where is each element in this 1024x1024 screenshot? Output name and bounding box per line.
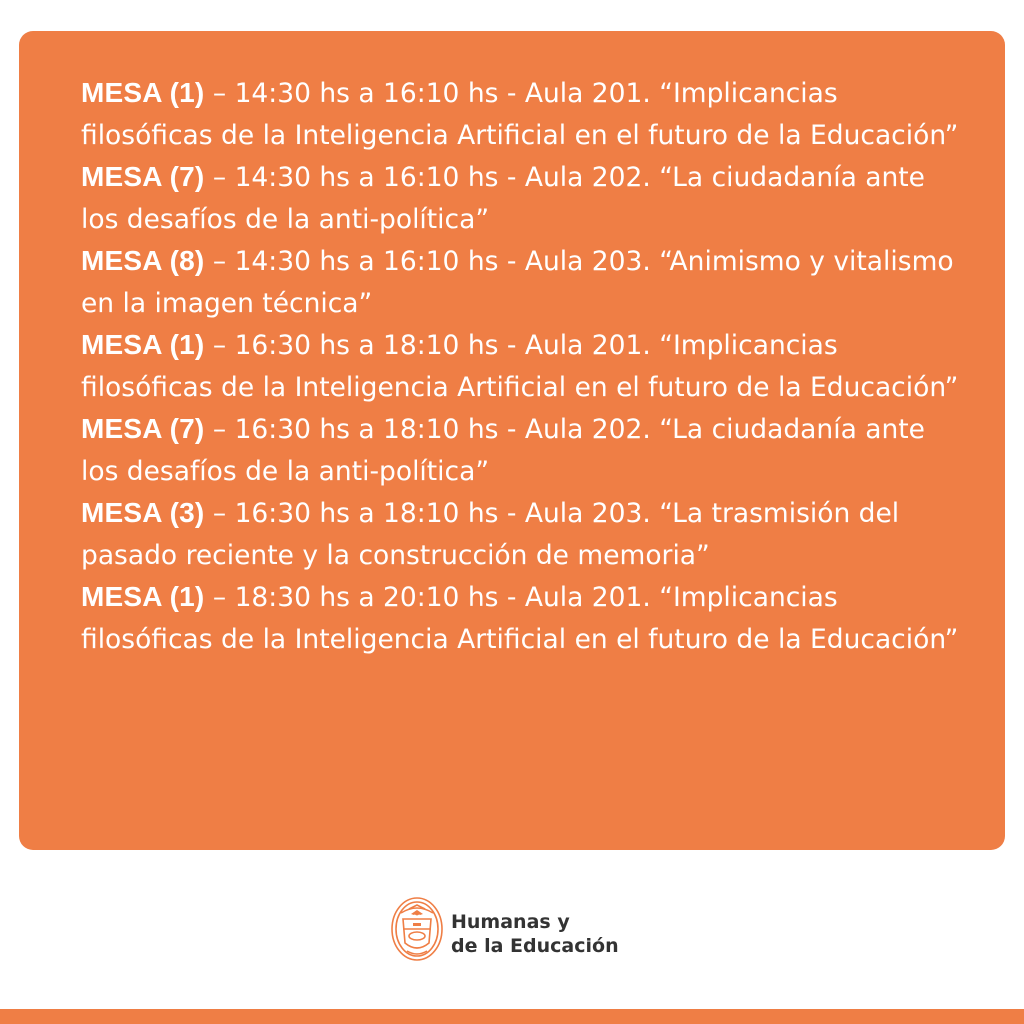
university-seal-icon bbox=[389, 895, 445, 963]
mesa-details: – 18:30 hs a 20:10 hs - Aula 201. “Implicancias filosóficas de la Inteligencia Artificial en el futuro de la Educación” bbox=[81, 582, 959, 655]
mesa-details: – 16:30 hs a 18:10 hs - Aula 201. “Implicancias filosóficas de la Inteligencia Artificial en el futuro de la Educación” bbox=[81, 330, 959, 403]
mesa-details: – 14:30 hs a 16:10 hs - Aula 203. “Animismo y vitalismo en la imagen técnica” bbox=[81, 246, 954, 319]
mesa-label: MESA (7) bbox=[81, 161, 205, 192]
mesa-label: MESA (1) bbox=[81, 581, 205, 612]
schedule-entry bbox=[81, 576, 961, 660]
schedule-list bbox=[81, 72, 961, 660]
mesa-label: MESA (8) bbox=[81, 245, 205, 276]
institution-name-line1: Humanas y bbox=[451, 911, 570, 933]
schedule-entry bbox=[81, 324, 961, 408]
schedule-entry bbox=[81, 156, 961, 240]
mesa-details: – 16:30 hs a 18:10 hs - Aula 203. “La trasmisión del pasado reciente y la construcción de memoria” bbox=[81, 498, 900, 571]
mesa-label: MESA (7) bbox=[81, 413, 205, 444]
institution-name-line2: de la Educación bbox=[451, 935, 619, 957]
schedule-entry bbox=[81, 240, 961, 324]
bottom-stripe bbox=[0, 1009, 1024, 1024]
mesa-label: MESA (3) bbox=[81, 497, 205, 528]
mesa-details: – 14:30 hs a 16:10 hs - Aula 202. “La ciudadanía ante los desafíos de la anti-política” bbox=[81, 162, 925, 235]
institution-name bbox=[451, 910, 619, 958]
schedule-entry bbox=[81, 408, 961, 492]
schedule-entry bbox=[81, 72, 961, 156]
mesa-label: MESA (1) bbox=[81, 329, 205, 360]
mesa-details: – 14:30 hs a 16:10 hs - Aula 201. “Implicancias filosóficas de la Inteligencia Artificial en el futuro de la Educación” bbox=[81, 78, 959, 151]
schedule-entry bbox=[81, 492, 961, 576]
mesa-label: MESA (1) bbox=[81, 77, 205, 108]
mesa-details: – 16:30 hs a 18:10 hs - Aula 202. “La ciudadanía ante los desafíos de la anti-política” bbox=[81, 414, 925, 487]
